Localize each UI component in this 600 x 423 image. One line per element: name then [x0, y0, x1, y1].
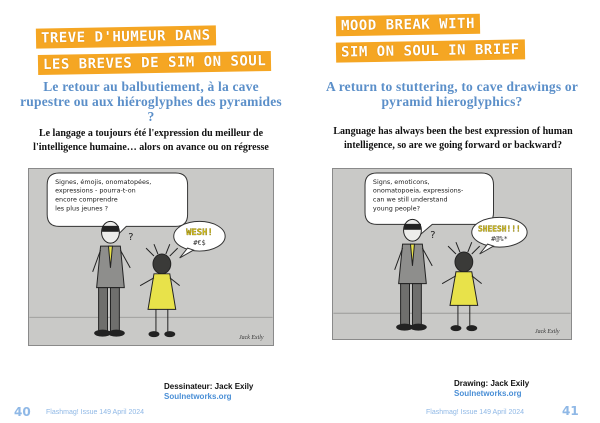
headline-line-2: [336, 40, 525, 60]
cartoon-illustration: [29, 169, 273, 345]
man-bubble-line: Signs, emoticons,: [372, 177, 430, 186]
girl-bubble-symbols: #@%*: [491, 235, 508, 244]
issue-label: Flashmag! Issue 149 April 2024: [426, 409, 525, 416]
svg-text:?: ?: [128, 232, 134, 244]
man-bubble-line: young people?: [372, 204, 420, 213]
headline-tape: TREVE D'HUMEUR DANS: [36, 25, 216, 48]
credit-block: [454, 379, 529, 399]
man-bubble-line: Signes, émojis, onomatopées,: [55, 177, 152, 186]
headline-tape: SIM ON SOUL IN BRIEF: [336, 39, 525, 62]
man-bubble-line: onomatopoeia, expressions-: [372, 186, 464, 195]
page-number: 41: [562, 404, 579, 418]
headline-line-1: [336, 14, 480, 34]
credit-link[interactable]: Soulnetworks.org: [164, 392, 232, 401]
subtitle: A return to stuttering, to cave drawings or pyramid hieroglyphics?: [325, 79, 579, 109]
cartoon-signature: Jack Exily: [239, 335, 264, 342]
man-bubble-line: les plus jeunes ?: [55, 204, 109, 213]
lead-paragraph: Le langage a toujours été l'expression du meilleur de l'intelligence humaine… alors on avance ou on régresse: [33, 128, 269, 153]
headline-tape: MOOD BREAK WITH: [336, 14, 480, 37]
subtitle: Le retour au balbutiement, à la cave rupestre ou aux hiéroglyphes des pyramides ?: [20, 79, 282, 124]
cartoon-panel: [332, 168, 572, 340]
credit-label: Dessinateur: Jack Exily: [164, 382, 254, 391]
girl-bubble-symbols: #€$: [193, 239, 206, 248]
girl-bubble-word: WESH!: [186, 228, 213, 239]
headline-line-2: [38, 52, 271, 72]
man-bubble-line: expressions - pourra-t-on: [55, 186, 136, 195]
man-bubble-line: encore comprendre: [55, 195, 118, 204]
credit-label: Drawing: Jack Exily: [454, 379, 530, 388]
lead-paragraph: Language has always been the best expression of human intelligence, so are we going forward or backward?: [333, 126, 573, 151]
cartoon-panel: [28, 168, 274, 346]
credit-block: [164, 382, 253, 402]
man-bubble-line: can we still understand: [372, 195, 448, 204]
issue-label: Flashmag! Issue 149 April 2024: [46, 409, 145, 416]
credit-link[interactable]: Soulnetworks.org: [454, 389, 522, 398]
cartoon-signature: Jack Exily: [535, 329, 560, 336]
right-page: [300, 0, 600, 423]
svg-text:?: ?: [430, 230, 436, 242]
headline-line-1: [36, 26, 216, 46]
cartoon-illustration: [333, 169, 571, 339]
page-number: 40: [14, 405, 31, 419]
headline-tape: LES BREVES DE SIM ON SOUL: [38, 51, 272, 75]
girl-bubble-word: SHEESH!!!: [478, 224, 521, 234]
